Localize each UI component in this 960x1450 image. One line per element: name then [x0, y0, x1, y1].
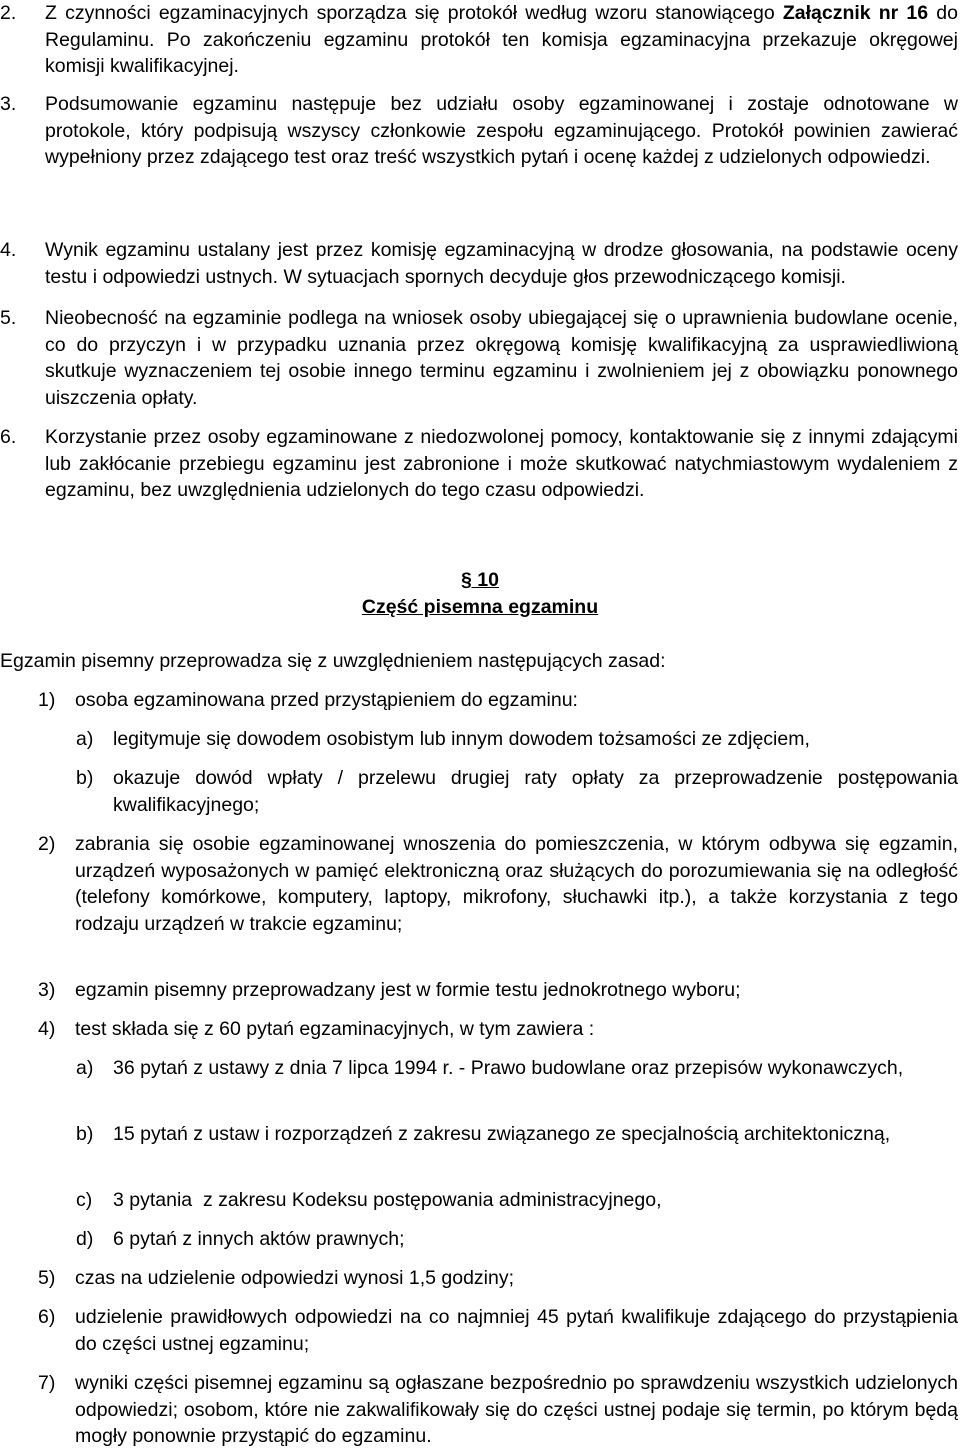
sub-text: 6 pytań z innych aktów prawnych;: [113, 1228, 405, 1250]
item-number: 6.: [0, 426, 17, 448]
item-text: Nieobecność na egzaminie podlega na wniosek osoby ubiegającej się o uprawnienia budowlane ocenie, co do przyczyn i w przypadku uznania przez okręgową komisję kwalifikacyjną za usprawiedliwioną skutkuje wyznaczeniem tej osobie innego terminu egzaminu i zwolnieniem jej z obowiązku ponownego uiszczenia opłaty.: [45, 307, 958, 409]
sub-text: okazuje dowód wpłaty / przelewu drugiej raty opłaty za przeprowadzenie postępowania kwalifikacyjnego;: [113, 767, 958, 816]
item-number: 4.: [0, 239, 17, 261]
item-text: Korzystanie przez osoby egzaminowane z niedozwolonej pomocy, kontaktowanie się z innymi zdającymi lub zakłócanie przebiegu egzaminu jest zabronione i może skutkować natychmiastowym wydaleniem z egzaminu, bez uwzględnienia udzielonych do tego czasu odpowiedzi.: [45, 426, 958, 501]
item-text-part: do Regulaminu. Po zakończeniu egzaminu protokół ten komisja egzaminacyjna przekazuje okręgowej komisji kwalifikacyjnej.: [45, 2, 958, 77]
attachment-reference: Załącznik nr 16: [782, 2, 929, 24]
rule-item: [38, 831, 958, 937]
section-title: Część pisemna egzaminu: [361, 596, 599, 618]
sub-label: a): [76, 728, 94, 750]
sub-label: d): [76, 1228, 94, 1250]
item-text-part: Z czynności egzaminacyjnych sporządza się protokół według wzoru stanowiącego: [45, 2, 775, 24]
rule-item: [38, 1304, 958, 1357]
sub-label: c): [76, 1189, 93, 1211]
rule-text: osoba egzaminowana przed przystąpieniem do egzaminu:: [75, 689, 578, 711]
rule-item: [38, 1265, 958, 1292]
rule-text: zabrania się osobie egzaminowanej wnoszenia do pomieszczenia, w którym odbywa się egzamin, urządzeń wyposażonych w pamięć elektroniczną oraz służących do porozumiewania się na odległość (telefony komórkowe, komputery, laptopy, mikrofony, słuchawki itp.), a także korzystania z tego rodzaju urządzeń w trakcie egzaminu;: [75, 833, 958, 935]
intro-text: Egzamin pisemny przeprowadza się z uwzględnieniem następujących zasad:: [0, 650, 666, 672]
rule-item: [38, 1370, 958, 1450]
item-text: Wynik egzaminu ustalany jest przez komisję egzaminacyjną w drodze głosowania, na podstawie oceny testu i odpowiedzi ustnych. W sytuacjach spornych decyduje głos przewodniczącego komisji.: [45, 239, 958, 288]
rule-number: 2): [38, 833, 56, 855]
section-number: § 10: [461, 569, 499, 591]
rule-text: udzielenie prawidłowych odpowiedzi na co najmniej 45 pytań kwalifikuje zdającego do przystąpienia do części ustnej egzaminu;: [75, 1306, 958, 1355]
rule-text: wyniki części pisemnej egzaminu są ogłaszane bezpośrednio po sprawdzeniu wszystkich udzielonych odpowiedzi; osobom, które nie zakwalifikowały się do części ustnej podaje się termin, po którym będą mogły ponownie przystąpić do egzaminu.: [75, 1372, 958, 1447]
sub-item: [76, 765, 958, 818]
sub-label: a): [76, 1057, 94, 1079]
rule-number: 1): [38, 689, 56, 711]
list-item: [0, 91, 958, 171]
list-item: [0, 424, 958, 504]
rule-number: 6): [38, 1306, 56, 1328]
sub-text: 15 pytań z ustaw i rozporządzeń z zakresu związanego ze specjalnością architektoniczną,: [113, 1123, 891, 1145]
sub-label: b): [76, 1123, 94, 1145]
list-item: [0, 237, 958, 290]
sub-item: [76, 1121, 958, 1148]
rule-number: 7): [38, 1372, 56, 1394]
rule-item: [38, 1016, 958, 1043]
list-item: [0, 305, 958, 411]
item-number: 2.: [0, 2, 17, 24]
list-item: [0, 0, 958, 80]
item-text: Podsumowanie egzaminu następuje bez udziału osoby egzaminowanej i zostaje odnotowane w protokole, który podpisują wszyscy członkowie zespołu egzaminującego. Protokół powinien zawierać wypełniony przez zdającego test oraz treść wszystkich pytań i ocenę każdej z udzielonych odpowiedzi.: [45, 93, 958, 168]
rule-number: 3): [38, 979, 56, 1001]
sub-label: b): [76, 767, 94, 789]
rule-item: [38, 687, 958, 714]
sub-text: 3 pytania z zakresu Kodeksu postępowania administracyjnego,: [113, 1189, 662, 1211]
section-title-row: [0, 594, 960, 621]
rule-text: egzamin pisemny przeprowadzany jest w formie testu jednokrotnego wyboru;: [75, 979, 741, 1001]
sub-item: [76, 1055, 958, 1082]
sub-item: [76, 726, 958, 753]
item-text: [0, 0, 958, 80]
sub-item: [76, 1226, 958, 1253]
rule-number: 5): [38, 1267, 56, 1289]
rule-item: [38, 977, 958, 1004]
sub-text: 36 pytań z ustawy z dnia 7 lipca 1994 r. - Prawo budowlane oraz przepisów wykonawczych,: [113, 1057, 904, 1079]
rule-number: 4): [38, 1018, 56, 1040]
item-number: 5.: [0, 307, 17, 329]
sub-item: [76, 1187, 958, 1214]
sub-text: legitymuje się dowodem osobistym lub innym dowodem tożsamości ze zdjęciem,: [113, 728, 810, 750]
item-number: 3.: [0, 93, 17, 115]
rule-text: czas na udzielenie odpowiedzi wynosi 1,5 godziny;: [75, 1267, 515, 1289]
section-heading: [0, 567, 960, 594]
rule-text: test składa się z 60 pytań egzaminacyjnych, w tym zawiera :: [75, 1018, 595, 1040]
